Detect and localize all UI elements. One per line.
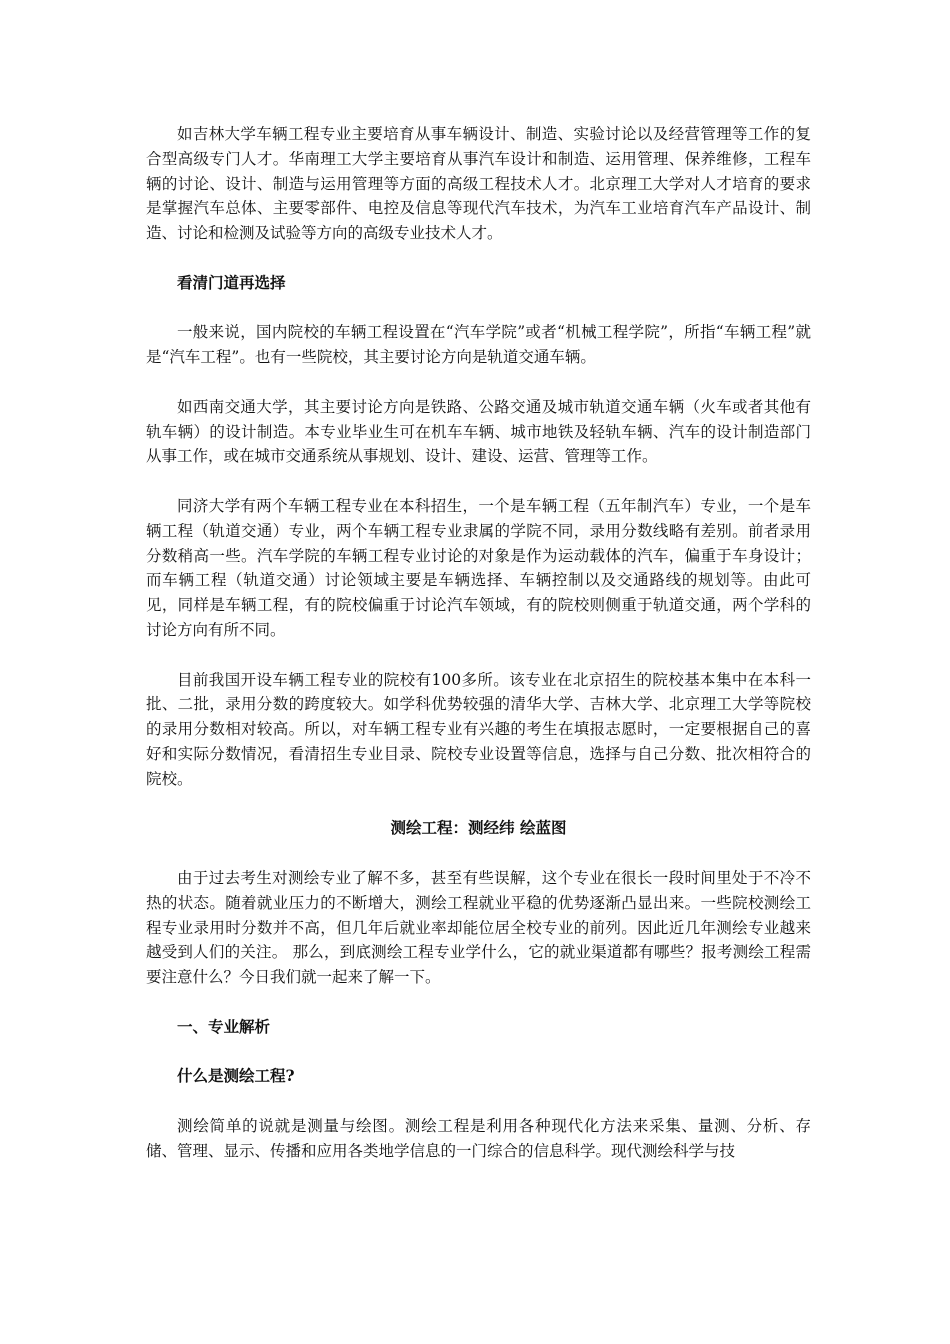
- paragraph-southwest-jiaotong: 如西南交通大学，其主要讨论方向是铁路、公路交通及城市轨道交通车辆（火车或者其他有轨车辆）的设计制造。本专业毕业生可在机车车辆、城市地铁及轻轨车辆、汽车的设计制造部门从事工作，或在城市交通系统从事规划、设计、建设、运营、管理等工作。: [146, 397, 811, 466]
- section-heading-major-analysis: 一、专业解析: [177, 1016, 271, 1036]
- paragraph-domestic-setup: 一般来说，国内院校的车辆工程设置在“汽车学院”或者“机械工程学院”，所指“车辆工程”就是“汽车工程”。也有一些院校，其主要讨论方向是轨道交通车辆。: [146, 323, 811, 367]
- document-body: [146, 122, 811, 1163]
- paragraph-surveying-intro: 由于过去考生对测绘专业了解不多，甚至有些误解，这个专业在很长一段时间里处于不冷不热的状态。随着就业压力的不断增大，测绘工程就业平稳的优势逐渐凸显出来。一些院校测绘工程专业录用时分数并不高，但几年后就业率却能位居全校专业的前列。因此近几年测绘专业越来越受到人们的关注。 那么，到底测绘工程专业学什么，它的就业渠道都有哪些？报考测绘工程需要注意什么？今日我们就一起来了解一下。: [146, 868, 811, 987]
- paragraph-tongji: 同济大学有两个车辆工程专业在本科招生，一个是车辆工程（五年制汽车）专业，一个是车辆工程（轨道交通）专业，两个车辆工程专业隶属的学院不同，录用分数线略有差别。前者录用分数稍高一些。汽车学院的车辆工程专业讨论的对象是作为运动载体的汽车，偏重于车身设计；而车辆工程（轨道交通）讨论领域主要是车辆选择、车辆控制以及交通路线的规划等。由此可见，同样是车辆工程，有的院校偏重于讨论汽车领域，有的院校则侧重于轨道交通，两个学科的讨论方向有所不同。: [146, 496, 811, 639]
- subheading-what-is-surveying: 什么是测绘工程?: [177, 1066, 295, 1086]
- paragraph-surveying-definition: 测绘简单的说就是测量与绘图。测绘工程是利用各种现代化方法来采集、量测、分析、存储、管理、显示、传播和应用各类地学信息的一门综合的信息科学。现代测绘科学与技: [146, 1116, 811, 1160]
- paragraph-school-count: 目前我国开设车辆工程专业的院校有100多所。该专业在北京招生的院校基本集中在本科一批、二批，录用分数的跨度较大。如学科优势较强的清华大学、吉林大学、北京理工大学等院校的录用分数相对较高。所以，对车辆工程专业有兴趣的考生在填报志愿时，一定要根据自己的喜好和实际分数情况，看清招生专业目录、院校专业设置等信息，选择与自己分数、批次相符合的院校。: [146, 670, 811, 788]
- paragraph-jilin-training: 如吉林大学车辆工程专业主要培育从事车辆设计、制造、实验讨论以及经营管理等工作的复合型高级专门人才。华南理工大学主要培育从事汽车设计和制造、运用管理、保养维修，工程车辆的讨论、设计、制造与运用管理等方面的高级工程技术人才。北京理工大学对人才培育的要求是掌握汽车总体、主要零部件、电控及信息等现代汽车技术，为汽车工业培育汽车产品设计、制造、讨论和检测及试验等方向的高级专业技术人才。: [146, 125, 811, 243]
- article-title-surveying: 测绘工程：测经纬 绘蓝图: [390, 818, 567, 838]
- section-heading-choose: 看清门道再选择: [177, 272, 286, 292]
